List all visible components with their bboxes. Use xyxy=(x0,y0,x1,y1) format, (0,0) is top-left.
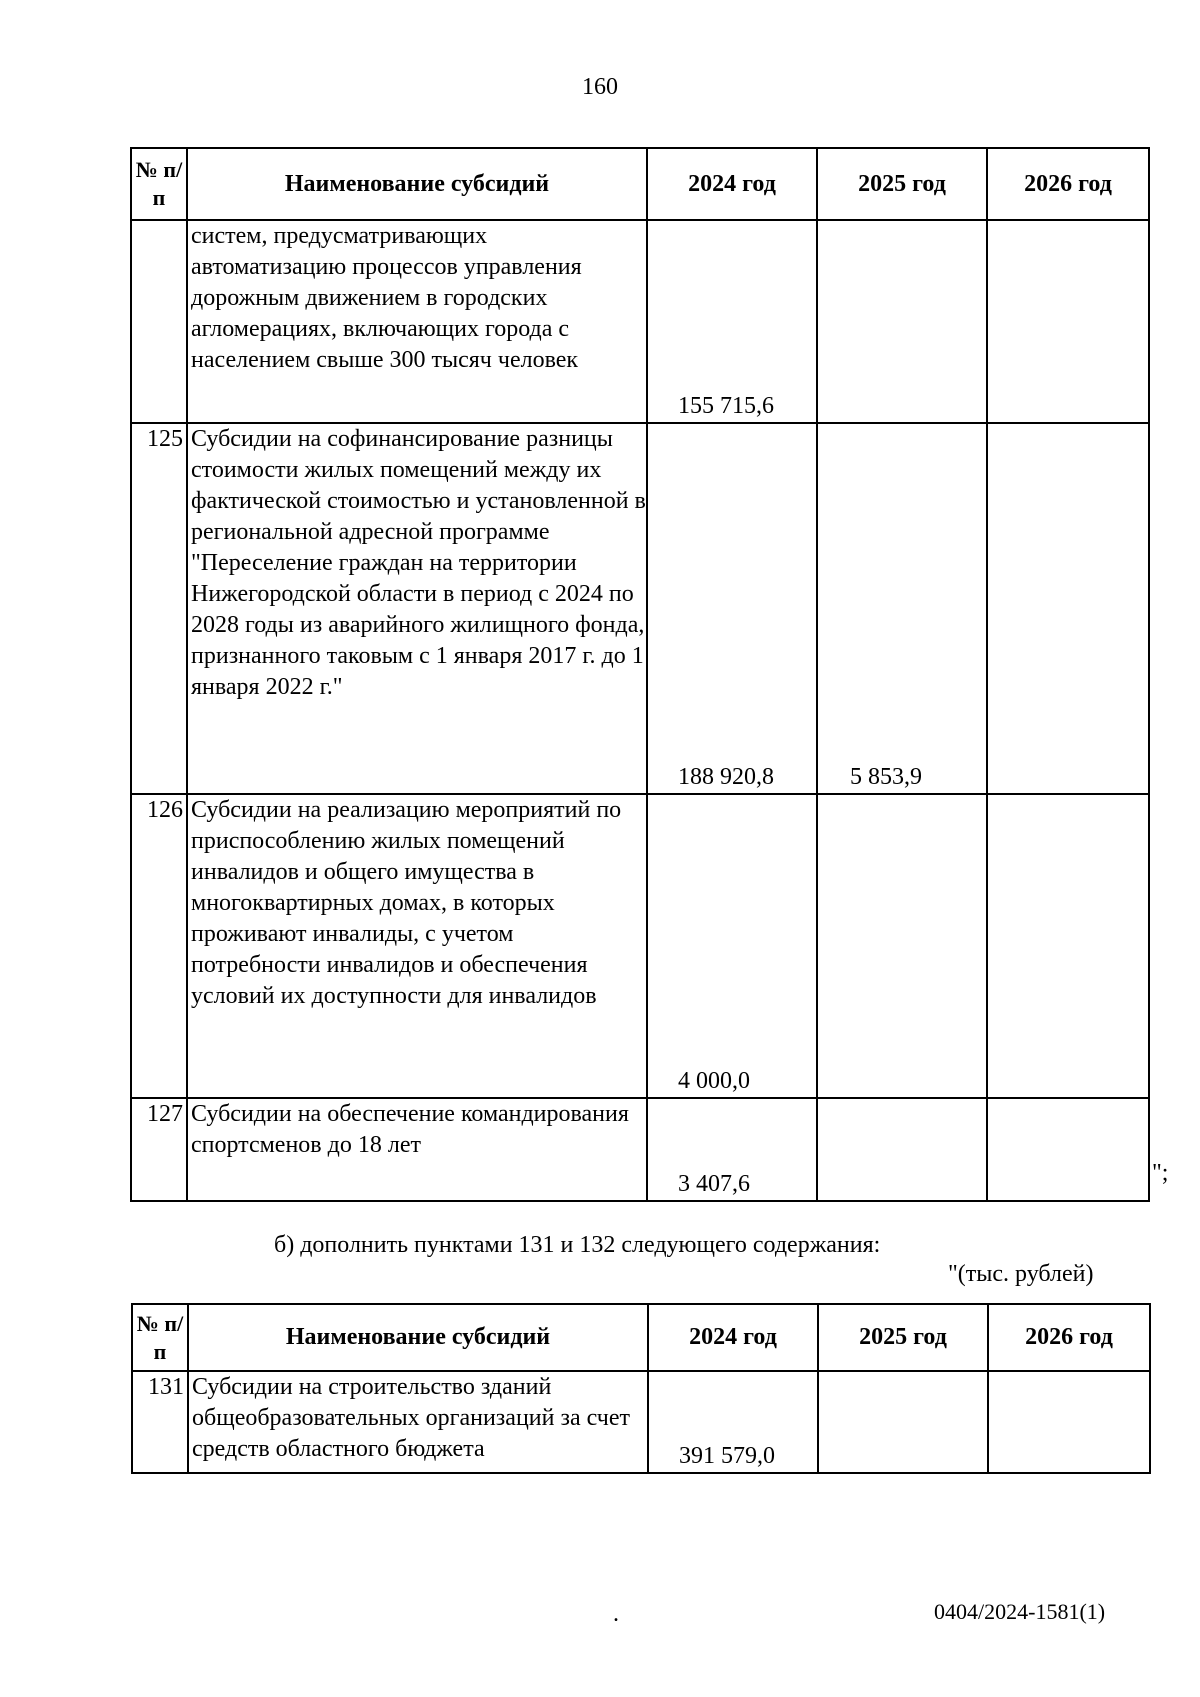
row-num xyxy=(131,220,187,423)
document-code: 0404/2024-1581(1) xyxy=(934,1599,1106,1624)
header-name: Наименование субсидий xyxy=(187,148,647,220)
row-2026 xyxy=(987,220,1149,423)
table-header-row xyxy=(131,148,1149,220)
row-2025 xyxy=(817,220,987,423)
table-row xyxy=(131,1098,1149,1201)
row-name: Субсидии на строительство зданий общеобразовательных организаций за счет средств областного бюджета xyxy=(188,1371,648,1473)
row-2025 xyxy=(818,1371,988,1473)
additional-subsidies-table xyxy=(131,1303,1151,1474)
row-2024: 3 407,6 xyxy=(647,1098,817,1201)
row-2026 xyxy=(987,423,1149,794)
row-num: 126 xyxy=(131,794,187,1098)
row-2025 xyxy=(817,1098,987,1201)
closing-quote-mark: "; xyxy=(1152,1160,1169,1186)
header-2026: 2026 год xyxy=(987,148,1149,220)
row-name: Субсидии на обеспечение командирования спортсменов до 18 лет xyxy=(187,1098,647,1201)
header-2025: 2025 год xyxy=(818,1304,988,1371)
header-num: № п/п xyxy=(132,1304,188,1371)
row-num: 131 xyxy=(132,1371,188,1473)
header-num: № п/п xyxy=(131,148,187,220)
row-2024: 4 000,0 xyxy=(647,794,817,1098)
footer-dot: . xyxy=(613,1601,619,1627)
header-2024: 2024 год xyxy=(647,148,817,220)
row-2026 xyxy=(987,794,1149,1098)
row-name: Субсидии на софинансирование разницы стоимости жилых помещений между их фактической стоимостью и установленной в региональной адресной программе "Переселение граждан на территории Нижегородской области в период с 2024 по 2028 годы из аварийного жилищного фонда, признанного таковым с 1 января 2017 г. до 1 января 2022 г." xyxy=(187,423,647,794)
row-num: 125 xyxy=(131,423,187,794)
row-name: Субсидии на реализацию мероприятий по приспособлению жилых помещений инвалидов и общего имущества в многоквартирных домах, в которых проживают инвалиды, с учетом потребности инвалидов и обеспечения условий их доступности для инвалидов xyxy=(187,794,647,1098)
table-row xyxy=(132,1371,1150,1473)
subsidies-table xyxy=(130,147,1150,1202)
row-name: систем, предусматривающих автоматизацию процессов управления дорожным движением в городских агломерациях, включающих города с населением свыше 300 тысяч человек xyxy=(187,220,647,423)
unit-note: "(тыс. рублей) xyxy=(948,1261,1094,1287)
row-2025 xyxy=(817,794,987,1098)
row-2024: 155 715,6 xyxy=(647,220,817,423)
row-num: 127 xyxy=(131,1098,187,1201)
header-2024: 2024 год xyxy=(648,1304,818,1371)
row-2024: 188 920,8 xyxy=(647,423,817,794)
header-name: Наименование субсидий xyxy=(188,1304,648,1371)
row-2025: 5 853,9 xyxy=(817,423,987,794)
page-number: 160 xyxy=(582,74,618,100)
table-row xyxy=(131,794,1149,1098)
table-header-row xyxy=(132,1304,1150,1371)
row-2026 xyxy=(987,1098,1149,1201)
row-2026 xyxy=(988,1371,1150,1473)
table-row xyxy=(131,423,1149,794)
table-row xyxy=(131,220,1149,423)
row-2024: 391 579,0 xyxy=(648,1371,818,1473)
header-2025: 2025 год xyxy=(817,148,987,220)
header-2026: 2026 год xyxy=(988,1304,1150,1371)
amendment-instruction: б) дополнить пунктами 131 и 132 следующего содержания: xyxy=(274,1232,881,1258)
